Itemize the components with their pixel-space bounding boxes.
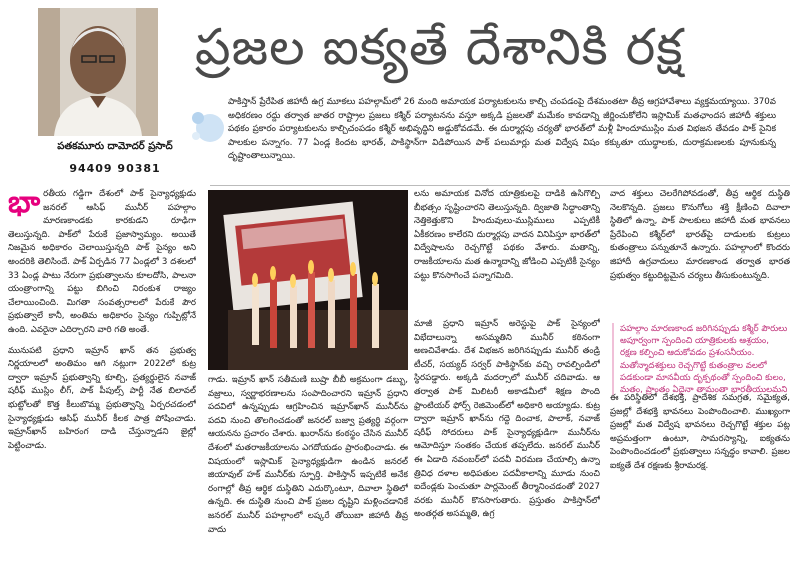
pull-quote: పహల్గాం మారణకాండ జరిగినప్పుడు కశ్మీర్ పౌరులు అపూర్వంగా స్పందించి యాత్రికులకు ఆశ్రయం, రక్షణ కల్పించి ఆదుకోవడం ప్రశంసనీయం. మతోన్మాదశక్తులు రెచ్చగొట్టే కుతంత్రాల వలలో పడకుండా మానవీయ దృక్పథంతో స్పందించి కులం, మతం, ప్రాంతం ఏదైనా తామంతా భారతీయులమని [612, 323, 788, 395]
author-phone: 94409 90381 [69, 162, 161, 175]
article-intro: పాకిస్తాన్ ప్రేరేపిత జిహాదీ ఉగ్ర మూకలు పహల్గామ్‌లో 26 మంది అమాయక పర్యాటకులను కాల్చి చంపడంపై దేశమంతటా తీవ్ర ఆగ్రహావేశాలు వ్యక్తమయ్యాయి. 370వ అధికరణం రద్దు తర్వాత జాతర రాష్ట్రాల ప్రజలు కశ్మీర్ పర్యాటనను వస్తూ అక్కడి ప్రజలతో మమేకం కావడాన్ని జీర్ణించుకోలేని ఇస్లామిక్ మతఛాందస జిహాదీ శక్తులు పథకం ప్రకారం పర్యాటకులను కాల్చిచంపడం కశ్మీర్ అభివృద్ధిని అడ్డుకోవడమే. ఈ దుర్మార్గపు చర్యతో భారత్‌లో మళ్లీ హిందూముస్లిం మత విభజన తేవడం పాక్ సైనిక పాలకుల పన్నాగం. 77 ఏండ్ల కిందట భారత్, పాకిస్థాన్‌గా విడిపోయిన పాక్ పలుమార్లు మత విద్వేష విషం కక్కుతూ యుద్ధాలకు, దురాక్రమణలకు పూనుకున్న దృష్టాంతాలున్నాయి. [228, 97, 776, 162]
paragraph: భారతీయ గడ్డిగా దేశంలో పాక్ సైన్యాధ్యక్షుడు జనరల్ ఆసిఫ్ మునీర్ పహల్గాం మారణకాండకు కారకుడని రూఢిగా తెలుస్తున్నది. పాక్‌లో పేరుకే ప్రజాస్వామ్యం. అయితే నిజమైన అధికారం చెలాయిస్తున్నది పాక్ సైన్యం అని అందరికి తెలిసిందే. పాక్ ఏర్పడిన 77 ఏండ్లలో 3 దశలలో 33 ఏండ్ల పాటు నేరుగా ప్రభుత్వాలను కూలదోసి, పాలనా యంత్రాంగాన్ని పట్టు బిగించి నిరంకుశ రాజ్యం చేలాయించింది. మిగతా సంవత్సరాలలో పేరుకే పౌర ప్రభుత్వాలే కానీ, అంతిమ అధికారం సైన్యం గుప్పిట్లోనే ఉంది. ఎవరైనా ఎదిర్చారని వారి గతి అంతే. [8, 188, 196, 335]
column-3-top: లను అమాయక వినోద యాత్రికులపై దాడికి ఉసిగొల్పి బీభత్సం సృష్టించారని తెలుస్తున్నది. ద్విజాతి సిద్ధాంతాన్ని నెత్తికెత్తుకొని హిందువులు-ముస్లిములు ఎప్పటికీ ఏకీకరణం కాలేరని దుర్మార్గపు వాదన వినిపిస్తూ భారత్‌లో విద్వేషాలను రెచ్చగొట్టే పథకం వేశారు. మతాన్ని, రాజకీయాలను మత ఉన్మాదాన్ని జోడించి ఎప్పటికీ సైన్యం పట్టు కొనసాగించే పన్నాగమిది. [414, 189, 600, 281]
decorative-bubbles-icon [188, 104, 224, 148]
headline: ప్రజల ఐక్యతే దేశానికి రక్ష [195, 18, 684, 76]
candle-vigil-photo [208, 190, 408, 370]
drop-cap: భా [8, 188, 41, 220]
byline [40, 140, 190, 175]
author-photo [38, 8, 158, 136]
column-4-bottom: ఈ పరిస్థితిలో దేశభక్తి, ప్రాదేశిక సమగ్రత, సమైక్యత, ప్రజల్లో దేశభక్తి భావనలు పెంపొందించాలి. ముఖ్యంగా ప్రజల్లో మత విద్వేష భావనలు రెచ్చగొట్టే శక్తుల పట్ల అప్రమత్తంగా ఉంటూ, సామరస్యాన్ని, ఐక్యతను పెంపొందించడంలో ప్రభుత్వాలు సన్నద్ధం కావాలి. ప్రజల ఐక్యతే దేశ రక్షణకు శ్రీరామరక్ష. [610, 393, 790, 471]
column-1 [8, 188, 196, 560]
author-name: పతకమూరు దామోదర్ ప్రసాద్ [57, 141, 173, 152]
divider [210, 185, 790, 186]
column-3-bottom: మాజీ ప్రధాని ఇమ్రాన్ అరెస్టుపై పాక్ సైన్యంలో విభేదాలున్నా అసమ్మతిని మునీర్ కఠినంగా అణచివేశాడు. దేశ విభజన జరిగినప్పుడు మునీర్ తండ్రి టీచర్, సయ్యద్ సర్వర్ పాకిస్థాన్‌కు వచ్చి రావల్పిండిలో స్థిరపడ్డారు. అక్కడి మదర్సాలో మునీర్ చదివాడు. ఆ తర్వాత పాక్ మిలిటరీ అకాడమీలో శిక్షణ పొంది ఫ్రాంటియర్ ఫోర్స్ రెజిమెంట్‌లో అధికారి అయ్యాడు. కుట్ర ద్వారా ఇమ్రాన్ ఖాన్‌ను గద్దె దించాక, పాలాక్, నవాజ్ షరీఫ్ సోదరులు పాక్ సైన్యాధ్యక్షుడిగా మునీర్‌ను ఆమోదిస్తూ సంతకం చేయక తప్పలేదు. జనరల్ మునీర్ ఈ ఏడాది నవంబర్‌లో పదవీ విరమణ చేయాల్సి ఉన్నా త్రివిధ దళాల అధిపతుల పదవీకాలాన్ని మూడు నుంచి ఐదేండ్లకు పెంచుతూ పార్లమెంట్ తీర్మానించడంతో 2027 వరకు మునీర్ కొనసాగుతారు. ప్రస్తుతం పాకిస్తాన్‌లో అంతర్గత అసమ్మతి, ఉగ్ర [414, 319, 600, 520]
paragraph: మునుపటి ప్రధాని ఇమ్రాన్ ఖాన్ తన ప్రభుత్వ నిర్ణయాలలో అంతిమం ఆగి నట్లుగా 2022లో కుట్ర ద్వారా ఇమ్రాన్ ప్రభుత్వాన్ని కూల్చి, ప్రత్యర్థులైన నవాజ్ షరీఫ్ ముస్లిం లీగ్, పాక్ పీపుల్స్ పార్టీ నేత బిలావల్ భుట్టోలతో కొత్త కీలుబొమ్మ ప్రభుత్వాన్ని ఏర్పరచడంలో సైన్యాధ్యక్షుడు ఆసిఫ్ మునీర్ కీలక పాత్ర పోషించాడు. ఇమ్రాన్‌ఖాన్ బహిరంగ దాడి చేస్తున్నాడని జైల్లో పెట్టించాడు. [8, 345, 196, 451]
column-2: గాడు. ఇమ్రాన్ ఖాన్ సతీమణి బుష్రా బీబీ అక్రమంగా డబ్బు, వజ్రాలు, స్వర్ణాభరణాలను సంపాదించారని ఇమ్రాన్ ప్రధాని పదవిలో ఉన్నప్పుడు ఆగ్రహించిన ఇమ్రాన్‌ఖాన్ మునీర్‌ను పదవి నుంచి తొలగించడంతో జనరల్ బజ్వా ప్రత్యర్థి వర్గంగా ఆయనను ప్రచారం చేశారు. ఖురాన్‌ను కంఠస్థం చేసిన మునీర్ దేశంలో మతరాజకీయాలను ఎగదోయడం ప్రారంభించాడు. ఈ విషయంలో ఇస్లామిక్ సైన్యాధ్యక్షుడిగా ఉండిన జనరల్ జియావుల్ హక్ మునీర్‌కు స్ఫూర్తి. పాకిస్తాన్ ఇప్పటికే అనేక రంగాల్లో తీవ్ర ఆర్థిక దుస్థితిని ఎదుర్కొంటూ, దివాలా స్థితిలో ఉన్నది. ఈ దుస్థితి నుంచి పాక్ ప్రజల దృష్టిని మళ్లించడానికే జనరల్ మునీర్ పహల్గాంలో లష్కరే తోయిబా జిహాదీ తీవ్ర వాదు [208, 375, 408, 535]
column-4-top: వాద శక్తులు చెలరేగిపోవడంతో, తీవ్ర ఆర్థిక దుస్థితి నెలకొన్నది. ప్రజలు కొనుగోలు శక్తి క్షీణించి దివాలా స్థితిలో ఉన్నా, పాక్ పాలకులు జిహాదీ మత భావనలు ప్రేరేపించి కశ్మీర్‌లో భారత్‌పై దాడులకు కుట్రలు కుతంత్రాలు పన్నుతూనే ఉన్నారు. పహల్గాంలో కొందరు జిహాదీ ఉగ్రవాదులు మారణకాండ తర్వాత భారత ప్రభుత్వం కట్టుదిట్టమైన చర్యలు తీసుకుంటున్నది. [610, 189, 790, 281]
